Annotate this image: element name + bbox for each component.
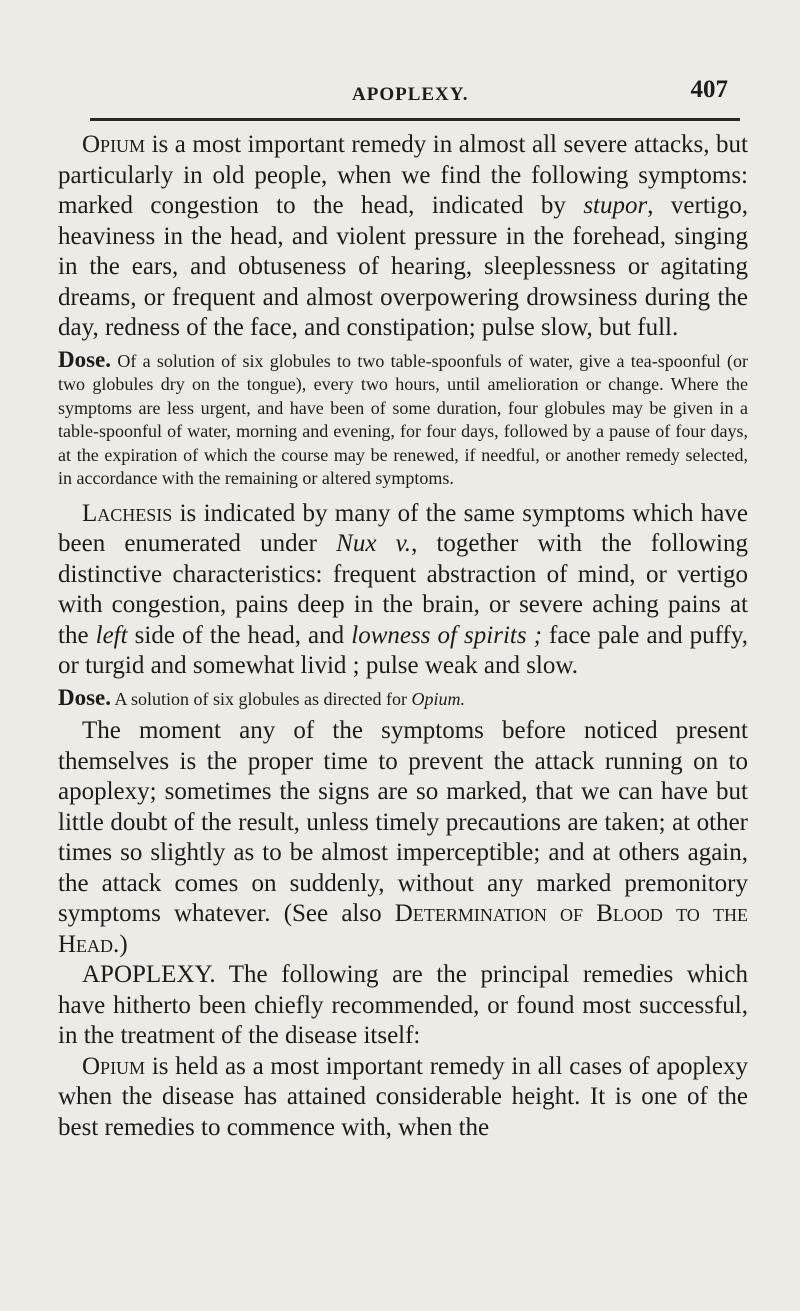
emphasis: Opium. bbox=[411, 688, 465, 709]
dose-text: Of a solution of six globules to two table-spoonfuls of water, give a tea-spoonful (or two globules dry on the tongue), every two hours, until amelioration or change. Where the symptoms are less urgent, and have been of some duration, four globules may be given in a table-spoonful of water, morning and evening, for four days, followed by a pause of four days, at the expiration of which the course may be renewed, if needful, or another remedy selected, in accordance with the remaining or altered symptoms. bbox=[58, 350, 748, 488]
remedy-name: Opium bbox=[82, 131, 146, 158]
paragraph-text: is indicated by many of the same symptoms which have been enumerated under bbox=[58, 499, 748, 557]
section-heading: APOPLEXY. bbox=[82, 961, 216, 988]
cross-reference: Determination of Blood to the Head. bbox=[58, 900, 748, 958]
dose-lachesis bbox=[58, 686, 748, 712]
page-header bbox=[88, 76, 738, 116]
remedy-name: Lachesis bbox=[82, 499, 173, 527]
paragraph-text: , together with the following distinctive characteristics: frequent abstraction of mind, or vertigo with congestion, pains deep in the brain, or severe aching pains at the bbox=[58, 530, 748, 649]
paragraph-text: is held as a most important remedy in all cases of apoplexy when the disease has attained considerable height. It is one of the best remedies to commence with, when the bbox=[58, 1052, 748, 1141]
paragraph-text: The moment any of the symptoms before noticed present themselves is the proper time to prevent the attack running on to apoplexy; sometimes the signs are so marked, that we can have but little doubt of the result, unless timely precautions are taken; at other times so slightly as to be almost imperceptible; and at others again, the attack comes on suddenly, without any marked premonitory symptoms whatever. (See also bbox=[58, 717, 748, 927]
paragraph-text: The following are the principal remedies which have hitherto been chiefly recommended, or found most successful, in the treatment of the disease itself: bbox=[58, 961, 748, 1049]
emphasis: Nux v. bbox=[336, 530, 412, 557]
paragraph-lachesis bbox=[58, 499, 748, 682]
paragraph-text: is a most important remedy in almost all severe attacks, but particularly in old people, when we find the following symptoms: marked congestion to the head, indicated by bbox=[58, 131, 748, 219]
remedy-name: Opium bbox=[82, 1052, 146, 1080]
paragraph-prevention bbox=[58, 716, 748, 960]
paragraph-opium-2 bbox=[58, 1052, 748, 1144]
dose-opium bbox=[58, 348, 748, 491]
paragraph-text: side of the head, and bbox=[127, 621, 352, 649]
emphasis: lowness of spirits ; bbox=[351, 621, 542, 649]
paragraph-text: face pale and puffy, or turgid and somewhat livid ; pulse weak and slow. bbox=[58, 621, 748, 679]
dose-label: Dose. bbox=[58, 346, 112, 372]
paragraph-text: , vertigo, heaviness in the head, and violent pressure in the forehead, singing in the ears, and obtuseness of hearing, sleeplessness or agitating dreams, or frequent and almost overpowering drowsiness during the day, redness of the face, and constipation; pulse slow, but full. bbox=[58, 192, 748, 341]
running-head: APOPLEXY. bbox=[352, 84, 469, 105]
body-text bbox=[58, 130, 748, 1143]
paragraph-text: ) bbox=[119, 930, 128, 958]
emphasis: left bbox=[95, 621, 128, 649]
page-number: 407 bbox=[690, 76, 728, 103]
dose-label: Dose. bbox=[58, 684, 112, 710]
emphasis: stupor bbox=[583, 192, 648, 219]
dose-text: A solution of six globules as directed for bbox=[111, 688, 412, 709]
paragraph-apoplexy bbox=[58, 960, 748, 1052]
paragraph-opium bbox=[58, 130, 748, 344]
header-rule bbox=[90, 118, 740, 121]
